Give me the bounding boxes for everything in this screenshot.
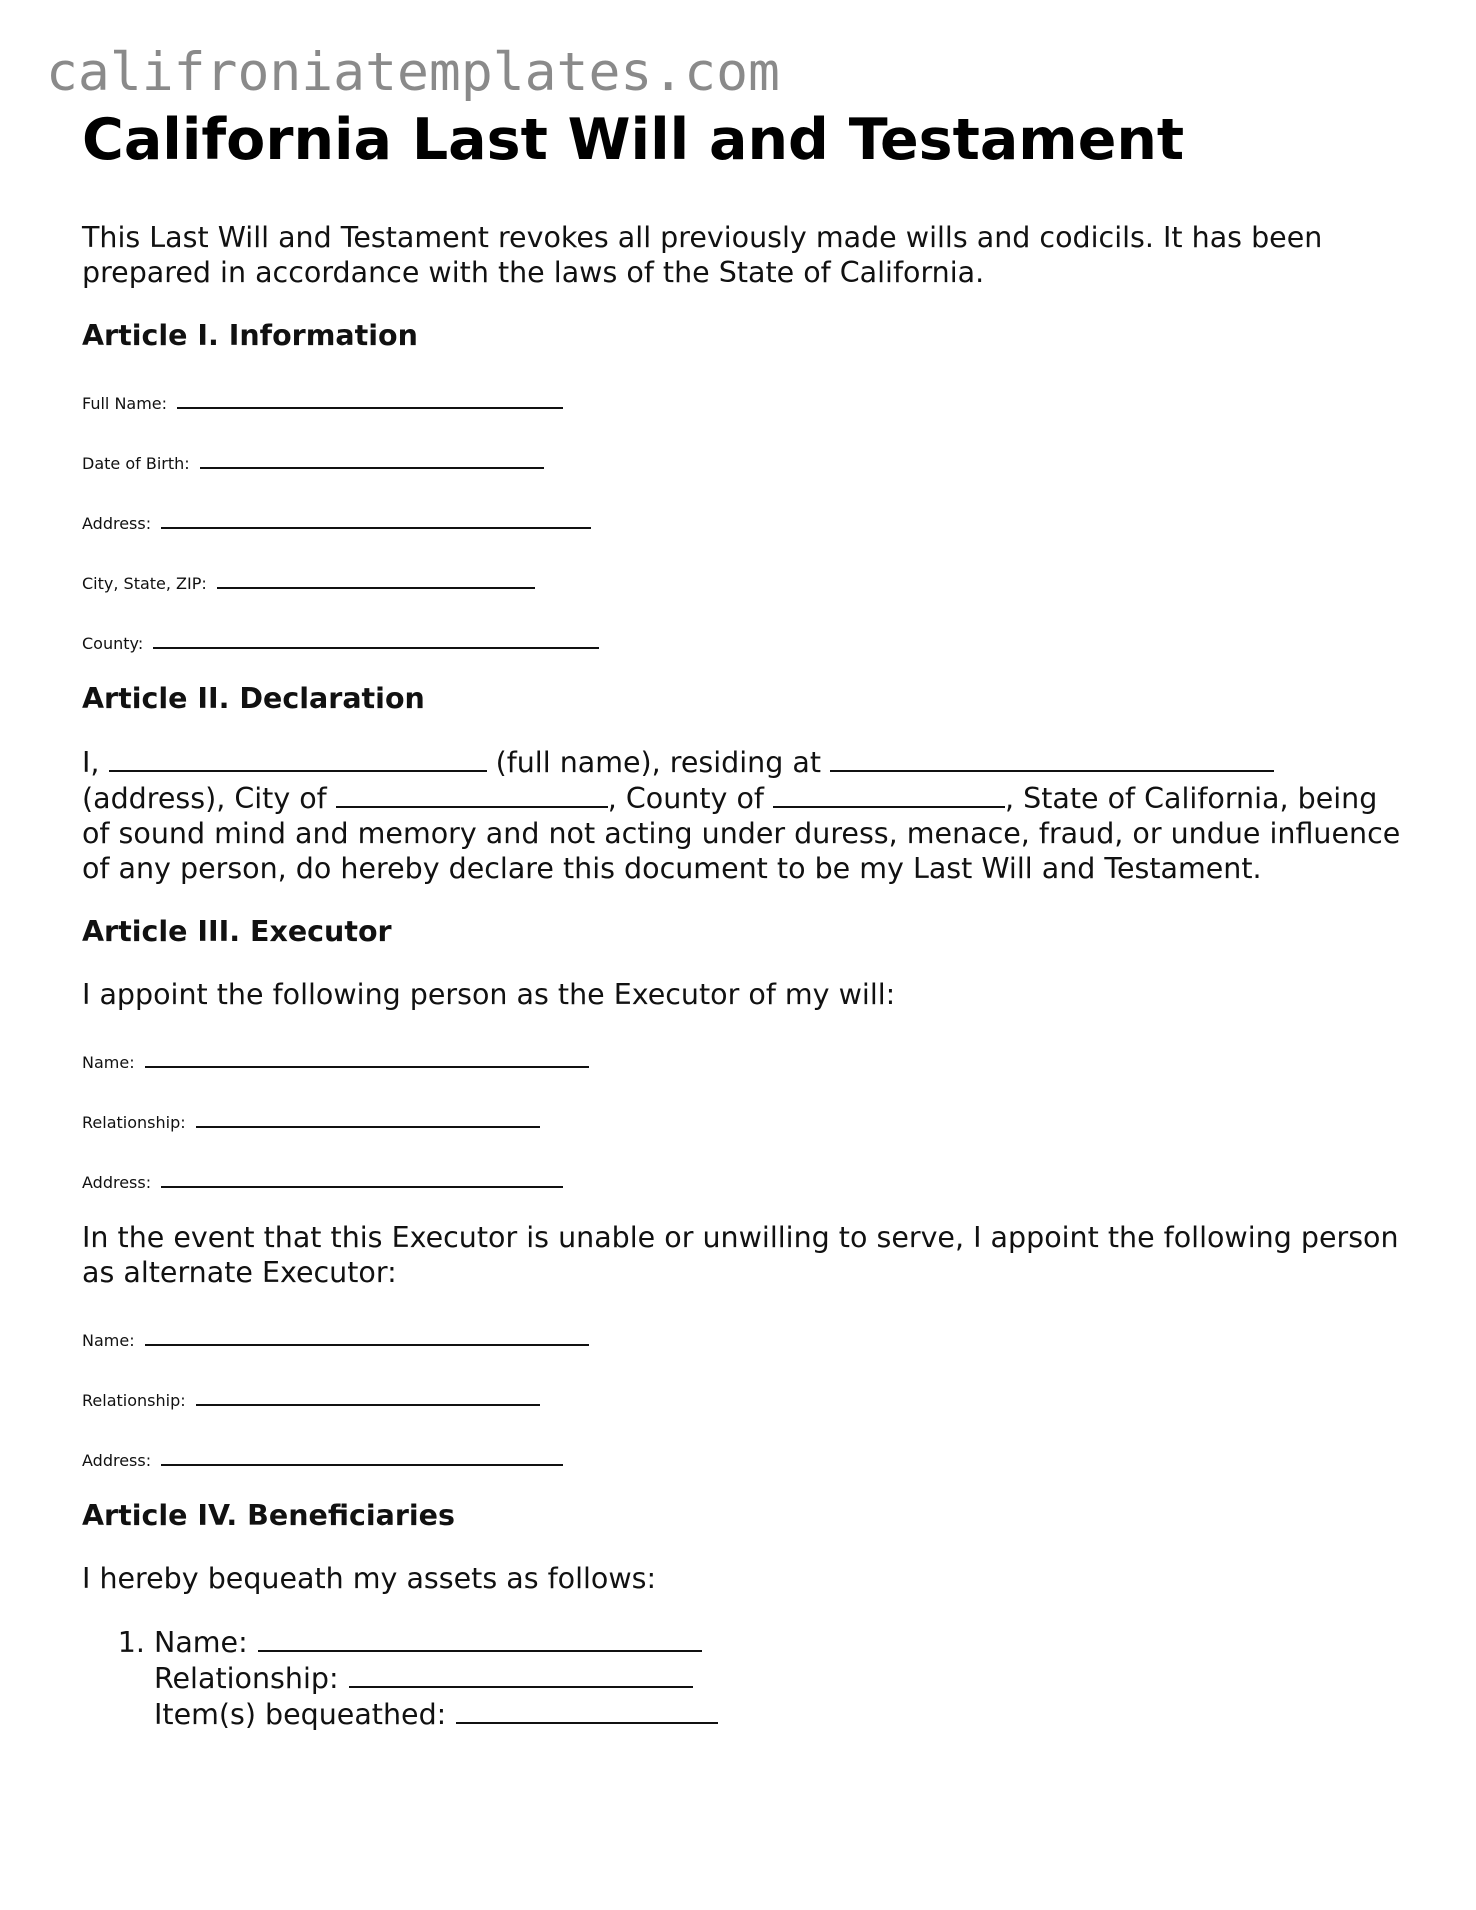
beneficiary-items-blank[interactable] <box>456 1696 718 1724</box>
alt-executor-name-field <box>82 1318 1412 1350</box>
alt-executor-name-label: Name: <box>82 1331 135 1350</box>
beneficiary-relationship-blank[interactable] <box>349 1660 693 1688</box>
alt-executor-relationship-field <box>82 1378 1412 1410</box>
county-field <box>82 621 1412 653</box>
document-body <box>82 104 1412 1732</box>
beneficiary-relationship-label: Relationship: <box>154 1662 339 1695</box>
alt-executor-address-blank[interactable] <box>161 1438 563 1466</box>
executor-relationship-label: Relationship: <box>82 1113 186 1132</box>
full-name-label: Full Name: <box>82 394 168 413</box>
county-blank[interactable] <box>153 621 599 649</box>
executor-name-field <box>82 1040 1412 1072</box>
declaration-county-blank[interactable] <box>773 780 1005 808</box>
full-name-blank[interactable] <box>177 381 563 409</box>
watermark-text: califroniatemplates.com <box>46 42 780 103</box>
bequeath-text: I hereby bequeath my assets as follows: <box>82 1562 657 1595</box>
beneficiary-name-label: Name: <box>154 1626 248 1659</box>
beneficiary-relationship-line <box>154 1660 1412 1696</box>
dob-blank[interactable] <box>200 441 544 469</box>
article-3-heading: Article III. Executor <box>82 915 392 948</box>
declaration-county-text: , County of <box>607 782 764 815</box>
beneficiary-items-line <box>154 1696 1412 1732</box>
alternate-executor-text: In the event that this Executor is unable or unwilling to serve, I appoint the following person as alternate Executor: <box>82 1221 1399 1289</box>
beneficiary-name-line <box>154 1624 1412 1660</box>
declaration-address-blank[interactable] <box>830 744 1274 772</box>
address-field <box>82 501 1412 533</box>
article-1-heading: Article I. Information <box>82 319 418 352</box>
alt-executor-name-blank[interactable] <box>145 1318 589 1346</box>
beneficiary-items-label: Item(s) bequeathed: <box>154 1698 447 1731</box>
article-4-heading: Article IV. Beneficiaries <box>82 1499 455 1532</box>
declaration-city-text: (address), City of <box>82 782 327 815</box>
address-label: Address: <box>82 514 152 533</box>
alt-executor-relationship-blank[interactable] <box>196 1378 540 1406</box>
executor-name-label: Name: <box>82 1053 135 1072</box>
dob-field <box>82 441 1412 473</box>
city-state-zip-blank[interactable] <box>217 561 535 589</box>
executor-relationship-blank[interactable] <box>196 1100 540 1128</box>
declaration-fullname-text: (full name), residing at <box>495 746 822 779</box>
alt-executor-address-label: Address: <box>82 1451 152 1470</box>
beneficiary-name-blank[interactable] <box>258 1624 702 1652</box>
declaration-city-blank[interactable] <box>336 780 608 808</box>
full-name-field <box>82 381 1412 413</box>
executor-name-blank[interactable] <box>145 1040 589 1068</box>
city-state-zip-field <box>82 561 1412 593</box>
executor-address-field <box>82 1160 1412 1192</box>
declaration-i: I, <box>82 746 100 779</box>
alt-executor-address-field <box>82 1438 1412 1470</box>
executor-address-label: Address: <box>82 1173 152 1192</box>
county-label: County: <box>82 634 144 653</box>
executor-address-blank[interactable] <box>161 1160 563 1188</box>
city-state-zip-label: City, State, ZIP: <box>82 574 207 593</box>
declaration-full-name-blank[interactable] <box>109 744 487 772</box>
address-blank[interactable] <box>161 501 591 529</box>
intro-paragraph: This Last Will and Testament revokes all previously made wills and codicils. It has been prepared in accordance with the laws of the State of California. <box>82 221 1323 289</box>
alt-executor-relationship-label: Relationship: <box>82 1391 186 1410</box>
beneficiary-list <box>82 1624 1412 1732</box>
document-title: California Last Will and Testament <box>82 107 1185 173</box>
declaration-paragraph <box>82 744 1412 886</box>
article-2-heading: Article II. Declaration <box>82 682 425 715</box>
dob-label: Date of Birth: <box>82 454 190 473</box>
declaration-rest-text: , State of California, being of sound mind and memory and not acting under duress, menace, fraud, or undue influence of any person, do hereby declare this document to be my Last Will and Testament. <box>82 782 1401 885</box>
beneficiary-item <box>154 1624 1412 1732</box>
executor-appoint-text: I appoint the following person as the Executor of my will: <box>82 978 896 1011</box>
executor-relationship-field <box>82 1100 1412 1132</box>
